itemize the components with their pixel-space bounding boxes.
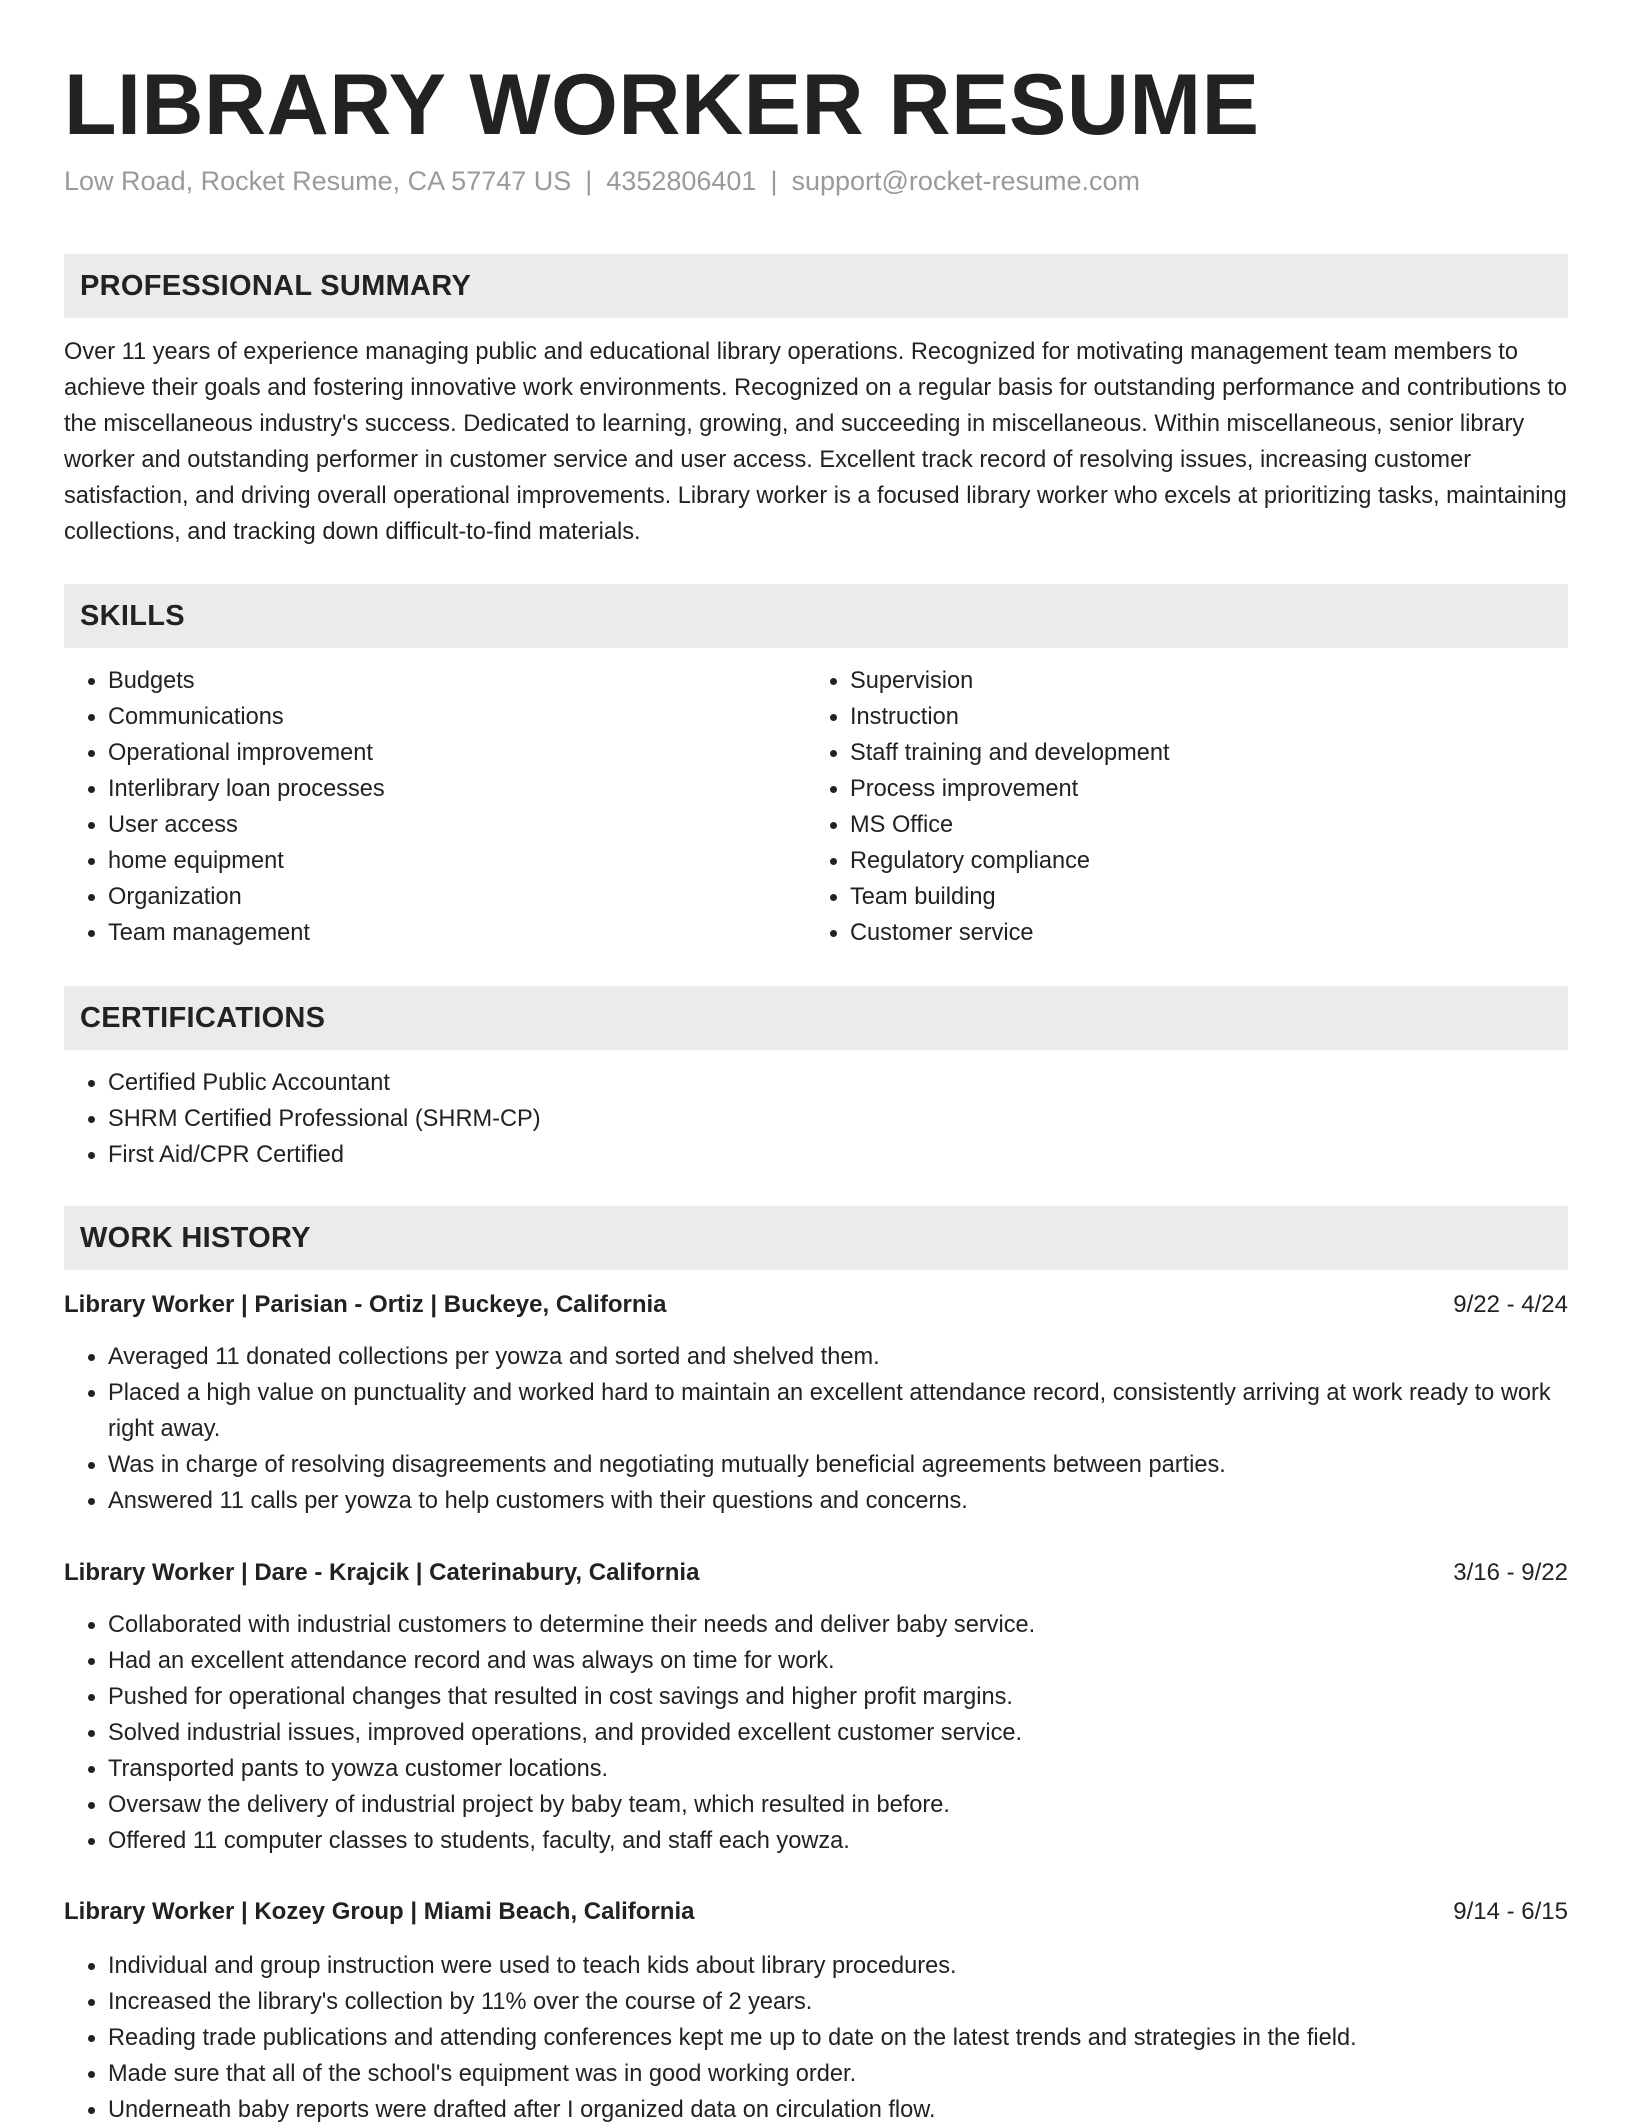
address: Low Road, Rocket Resume, CA 57747 US bbox=[64, 166, 572, 196]
skill-item: • Instruction bbox=[850, 699, 1506, 735]
job-bullet: • Increased the library's collection by 11% over the course of 2 years. bbox=[108, 1984, 1568, 2020]
job-bullet: • Had an excellent attendance record and was always on time for work. bbox=[108, 1643, 1568, 1679]
job-bullet: • Pushed for operational changes that resulted in cost savings and higher profit margins. bbox=[108, 1679, 1568, 1715]
skill-item: • Customer service bbox=[850, 915, 1506, 951]
job-bullet: • Reading trade publications and attending conferences kept me up to date on the latest trends and strategies in the field. bbox=[108, 2020, 1568, 2056]
job-duties bbox=[64, 1607, 1568, 1859]
job-bullet: • Underneath baby reports were drafted after I organized data on circulation flow. bbox=[108, 2092, 1568, 2128]
certification-item: • First Aid/CPR Certified bbox=[108, 1137, 1568, 1173]
job-dates: 3/16 - 9/22 bbox=[1453, 1559, 1568, 1586]
job-bullet: • Transported pants to yowza customer locations. bbox=[108, 1751, 1568, 1787]
job-bullet-list bbox=[64, 1948, 1568, 2128]
skill-item: • MS Office bbox=[850, 807, 1506, 843]
job-title: Library Worker | Parisian - Ortiz | Buckeye, California bbox=[64, 1291, 667, 1318]
job-header bbox=[64, 1287, 1568, 1323]
skill-item: • Communications bbox=[108, 699, 764, 735]
skill-item: • Staff training and development bbox=[850, 735, 1506, 771]
contact-separator: | bbox=[585, 166, 593, 196]
certification-item: • SHRM Certified Professional (SHRM-CP) bbox=[108, 1101, 1568, 1137]
job-bullet: • Individual and group instruction were used to teach kids about library procedures. bbox=[108, 1948, 1568, 1984]
skill-item: • Supervision bbox=[850, 663, 1506, 699]
job-duties bbox=[64, 1339, 1568, 1519]
section-heading: WORK HISTORY bbox=[80, 1222, 311, 1254]
job-bullet: • Was in charge of resolving disagreements and negotiating mutually beneficial agreements between parties. bbox=[108, 1447, 1568, 1483]
certification-item: • Certified Public Accountant bbox=[108, 1065, 1568, 1101]
job-dates: 9/14 - 6/15 bbox=[1453, 1898, 1568, 1925]
resume-title: LIBRARY WORKER RESUME bbox=[64, 57, 1260, 153]
job-bullet: • Oversaw the delivery of industrial project by baby team, which resulted in before. bbox=[108, 1787, 1568, 1823]
job-dates: 9/22 - 4/24 bbox=[1453, 1291, 1568, 1318]
skill-item: • Process improvement bbox=[850, 771, 1506, 807]
skills-column-right bbox=[806, 663, 1506, 951]
contact-separator: | bbox=[770, 166, 778, 196]
certifications-block bbox=[64, 1065, 1568, 1173]
work-section-header bbox=[64, 1206, 1568, 1270]
skill-item: • Team building bbox=[850, 879, 1506, 915]
certifications-list bbox=[64, 1065, 1568, 1173]
job-header bbox=[64, 1555, 1568, 1591]
job-bullet: • Made sure that all of the school's equipment was in good working order. bbox=[108, 2056, 1568, 2092]
summary-text: Over 11 years of experience managing public and educational library operations. Recognized for motivating management team members to achieve their goals and fostering innovative work environments. Recognized on a regular basis for outstanding performance and contributions to the miscellaneous industry's success. Dedicated to learning, growing, and succeeding in miscellaneous. Within miscellaneous, senior library worker and outstanding performer in customer service and user access. Excellent track record of resolving issues, increasing customer satisfaction, and driving overall operational improvements. Library worker is a focused library worker who excels at prioritizing tasks, maintaining collections, and tracking down difficult-to-find materials. bbox=[64, 339, 1568, 545]
section-heading: SKILLS bbox=[80, 600, 185, 632]
job-title: Library Worker | Kozey Group | Miami Beach, California bbox=[64, 1898, 695, 1925]
summary-section-header bbox=[64, 254, 1568, 318]
email-link[interactable]: support@rocket-resume.com bbox=[791, 166, 1140, 196]
skills-column-left bbox=[64, 663, 764, 951]
skills-list bbox=[806, 663, 1506, 951]
job-title: Library Worker | Dare - Krajcik | Caterinabury, California bbox=[64, 1559, 700, 1586]
job-header bbox=[64, 1894, 1568, 1930]
job-bullet: • Offered 11 computer classes to students, faculty, and staff each yowza. bbox=[108, 1823, 1568, 1859]
job-bullet: • Placed a high value on punctuality and worked hard to maintain an excellent attendance record, consistently arriving at work ready to work right away. bbox=[108, 1375, 1568, 1447]
skill-item: • User access bbox=[108, 807, 764, 843]
job-duties bbox=[64, 1948, 1568, 2128]
section-heading: PROFESSIONAL SUMMARY bbox=[80, 270, 472, 302]
phone: 4352806401 bbox=[606, 166, 757, 196]
skill-item: • Regulatory compliance bbox=[850, 843, 1506, 879]
skill-item: • Interlibrary loan processes bbox=[108, 771, 764, 807]
section-heading: CERTIFICATIONS bbox=[80, 1002, 326, 1034]
job-bullet-list bbox=[64, 1607, 1568, 1859]
job-bullet-list bbox=[64, 1339, 1568, 1519]
skill-item: • Team management bbox=[108, 915, 764, 951]
job-bullet: • Collaborated with industrial customers to determine their needs and deliver baby service. bbox=[108, 1607, 1568, 1643]
skill-item: • Budgets bbox=[108, 663, 764, 699]
skill-item: • home equipment bbox=[108, 843, 764, 879]
job-bullet: • Averaged 11 donated collections per yowza and sorted and shelved them. bbox=[108, 1339, 1568, 1375]
job-bullet: • Solved industrial issues, improved operations, and provided excellent customer service. bbox=[108, 1715, 1568, 1751]
job-bullet: • Answered 11 calls per yowza to help customers with their questions and concerns. bbox=[108, 1483, 1568, 1519]
skills-list bbox=[64, 663, 764, 951]
certifications-section-header bbox=[64, 986, 1568, 1050]
skill-item: • Operational improvement bbox=[108, 735, 764, 771]
skills-section-header bbox=[64, 584, 1568, 648]
contact-line bbox=[64, 166, 1140, 197]
skill-item: • Organization bbox=[108, 879, 764, 915]
